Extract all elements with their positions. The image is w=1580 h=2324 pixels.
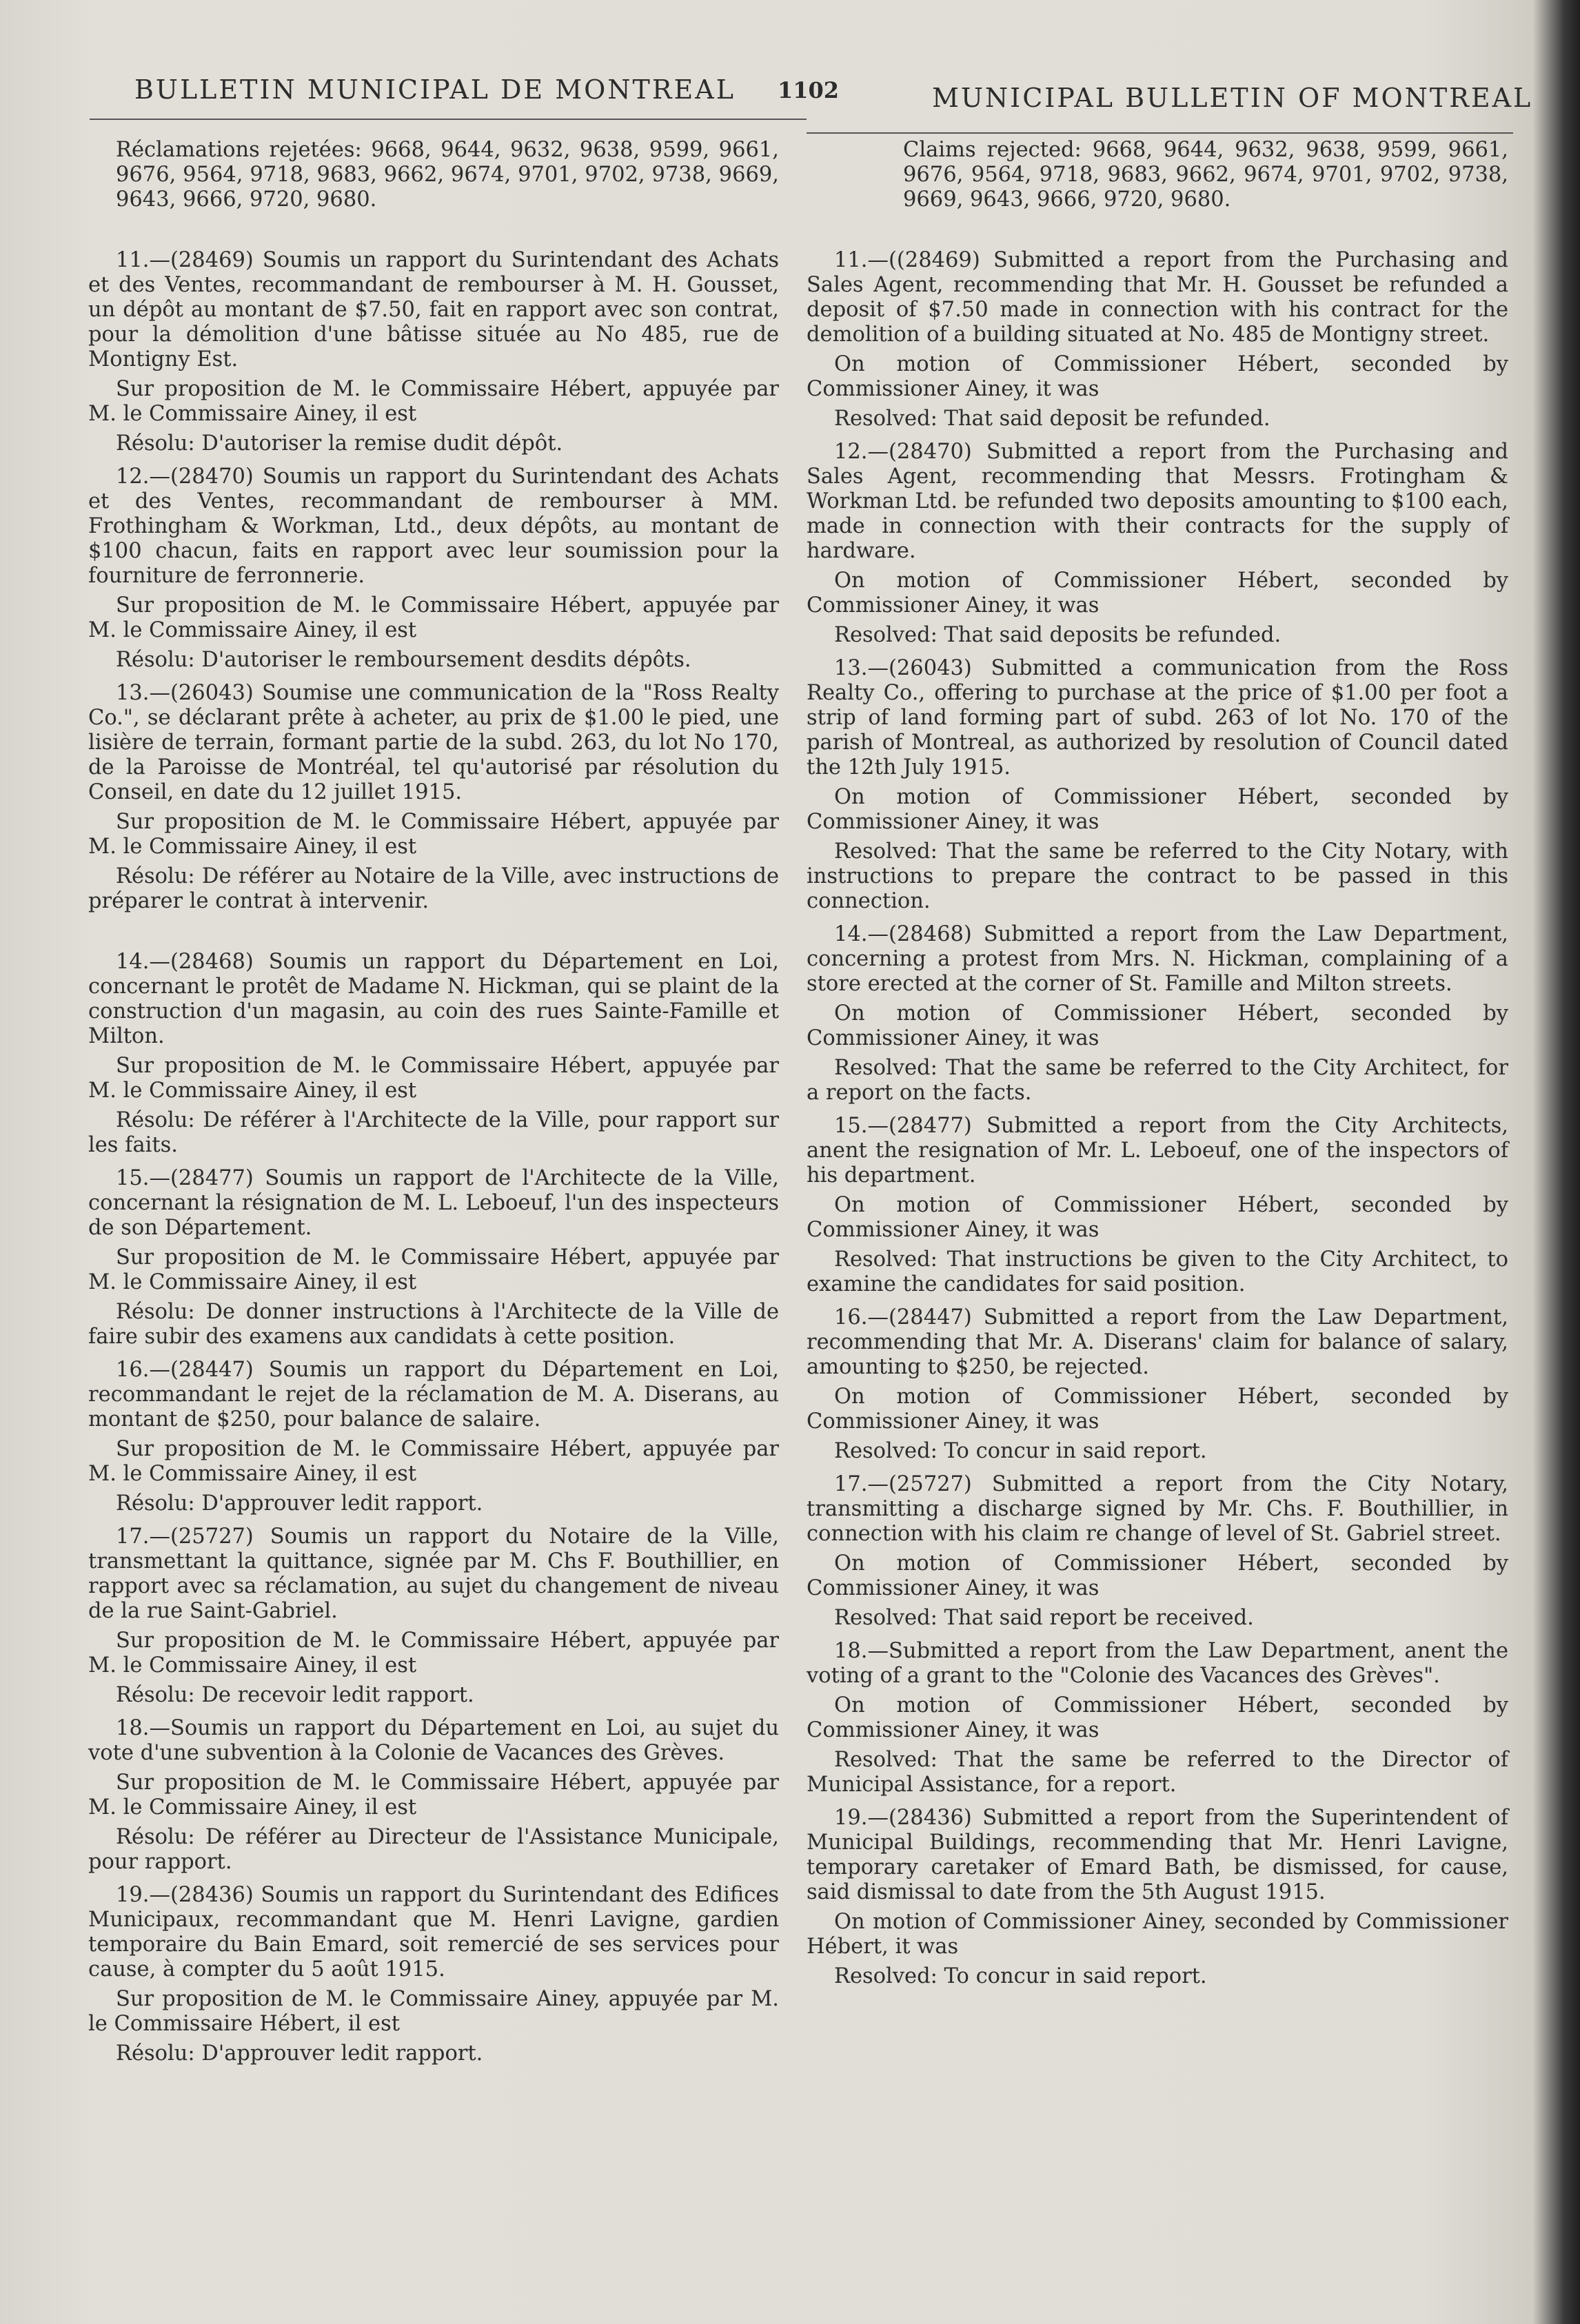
- minute-item-en: [807, 1639, 1508, 1797]
- minute-item-en: [807, 1305, 1508, 1464]
- resolution-text: Resolved: That said deposit be refunded.: [834, 407, 1270, 431]
- minute-item-fr: [88, 1358, 779, 1516]
- report-text: 15.—(28477) Soumis un rapport de l'Architecte de la Ville, concernant la résignation de M. L. Leboeuf, l'un des inspecteurs de son Département.: [88, 1166, 779, 1240]
- minute-item-en: [807, 440, 1508, 648]
- motion-text: Sur proposition de M. le Commissaire Hébert, appuyée par M. le Commissaire Ainey, il est: [88, 1245, 779, 1294]
- resolution-text: Résolu: D'autoriser le remboursement desdits dépôts.: [116, 648, 691, 672]
- motion-text: Sur proposition de M. le Commissaire Hébert, appuyée par M. le Commissaire Ainey, il est: [88, 377, 779, 426]
- resolution-text: Resolved: To concur in said report.: [834, 1439, 1207, 1463]
- report-text: 18.—Submitted a report from the Law Department, anent the voting of a grant to the "Colonie des Vacances des Grèves".: [807, 1639, 1508, 1688]
- header-title-french: BULLETIN MUNICIPAL DE MONTREAL: [134, 74, 736, 105]
- minute-item-fr: [88, 950, 779, 1158]
- motion-text: On motion of Commissioner Hébert, seconded by Commissioner Ainey, it was: [807, 1001, 1508, 1050]
- resolution-text: Résolu: D'approuver ledit rapport.: [116, 1491, 483, 1516]
- report-text: 11.—((28469) Submitted a report from the Purchasing and Sales Agent, recommending that Mr. H. Gousset be refunded a deposit of $7.50 made in connection with his contract for the demolition of a building situated at No. 485 de Montigny street.: [807, 248, 1508, 347]
- report-text: 16.—(28447) Submitted a report from the Law Department, recommending that Mr. A. Diserans' claim for balance of salary, amounting to $250, be rejected.: [807, 1305, 1508, 1379]
- minute-item-en: [807, 1806, 1508, 1989]
- report-text: 16.—(28447) Soumis un rapport du Département en Loi, recommandant le rejet de la réclamation de M. A. Diserans, au montant de $250, pour balance de salaire.: [88, 1358, 779, 1431]
- motion-text: On motion of Commissioner Hébert, seconded by Commissioner Ainey, it was: [807, 785, 1508, 834]
- claims-rejected-en: Claims rejected: 9668, 9644, 9632, 9638, 9599, 9661, 9676, 9564, 9718, 9683, 9662, 9674, 9701, 9702, 9738, 9669, 9643, 9666, 9720, 9680.: [903, 138, 1508, 212]
- report-text: 11.—(28469) Soumis un rapport du Surintendant des Achats et des Ventes, recommandant de rembourser à M. H. Gousset, un dépôt au montant de $7.50, fait en rapport avec son contrat, pour la démolition d'une bâtisse située au No 485, rue de Montigny Est.: [88, 248, 779, 371]
- motion-text: Sur proposition de M. le Commissaire Hébert, appuyée par M. le Commissaire Ainey, il est: [88, 810, 779, 859]
- report-text: 19.—(28436) Submitted a report from the Superintendent of Municipal Buildings, recommending that Mr. Henri Lavigne, temporary caretaker of Emard Bath, be dismissed, for cause, said dismissal to date from the 5th August 1915.: [807, 1806, 1508, 1904]
- resolution-text: Résolu: De référer au Directeur de l'Assistance Municipale, pour rapport.: [88, 1825, 779, 1874]
- resolution-text: Resolved: That the same be referred to the Director of Municipal Assistance, for a report.: [807, 1748, 1508, 1797]
- motion-text: On motion of Commissioner Hébert, seconded by Commissioner Ainey, it was: [807, 1551, 1508, 1600]
- resolution-text: Résolu: De référer au Notaire de la Ville, avec instructions de préparer le contrat à intervenir.: [88, 864, 779, 913]
- minute-item-fr: [88, 465, 779, 673]
- minute-item-fr: [88, 1883, 779, 2066]
- report-text: 15.—(28477) Submitted a report from the City Architects, anent the resignation of Mr. L. Leboeuf, one of the inspectors of his department.: [807, 1114, 1508, 1188]
- header-rule-right: [807, 132, 1513, 134]
- motion-text: On motion of Commissioner Hébert, seconded by Commissioner Ainey, it was: [807, 352, 1508, 401]
- resolution-text: Resolved: That the same be referred to the City Notary, with instructions to prepare the contract to be passed in this connection.: [807, 839, 1508, 913]
- motion-text: Sur proposition de M. le Commissaire Ainey, appuyée par M. le Commissaire Hébert, il est: [88, 1987, 779, 2036]
- motion-text: Sur proposition de M. le Commissaire Hébert, appuyée par M. le Commissaire Ainey, il est: [88, 1771, 779, 1820]
- minute-item-fr: [88, 1716, 779, 1875]
- motion-text: On motion of Commissioner Hébert, seconded by Commissioner Ainey, it was: [807, 569, 1508, 618]
- motion-text: Sur proposition de M. le Commissaire Hébert, appuyée par M. le Commissaire Ainey, il est: [88, 1054, 779, 1103]
- resolution-text: Resolved: That said deposits be refunded.: [834, 623, 1282, 647]
- resolution-text: Résolu: D'approuver ledit rapport.: [116, 2041, 483, 2066]
- motion-text: Sur proposition de M. le Commissaire Hébert, appuyée par M. le Commissaire Ainey, il est: [88, 593, 779, 642]
- report-text: 19.—(28436) Soumis un rapport du Surintendant des Edifices Municipaux, recommandant que M. Henri Lavigne, gardien temporaire du Bain Emard, soit remercié de ses services pour cause, à compter du 5 août 1915.: [88, 1883, 779, 1981]
- minute-item-fr: [88, 248, 779, 456]
- motion-text: On motion of Commissioner Hébert, seconded by Commissioner Ainey, it was: [807, 1693, 1508, 1742]
- minute-item-fr: [88, 1166, 779, 1349]
- header-rule-left: [90, 119, 807, 120]
- page-number: 1102: [778, 77, 840, 103]
- minute-item-en: [807, 922, 1508, 1105]
- french-column: [88, 138, 779, 2071]
- motion-text: On motion of Commissioner Hébert, seconded by Commissioner Ainey, it was: [807, 1385, 1508, 1434]
- resolution-text: Resolved: That the same be referred to the City Architect, for a report on the facts.: [807, 1056, 1508, 1105]
- resolution-text: Resolved: That instructions be given to the City Architect, to examine the candidates for said position.: [807, 1247, 1508, 1296]
- english-column: [807, 138, 1508, 1994]
- minute-item-fr: [88, 1525, 779, 1708]
- minute-item-en: [807, 656, 1508, 914]
- report-text: 12.—(28470) Submitted a report from the Purchasing and Sales Agent, recommending that Messrs. Frotingham & Workman Ltd. be refunded two deposits amounting to $100 each, made in connection with their contracts for the supply of hardware.: [807, 440, 1508, 563]
- page-header: [0, 69, 1580, 113]
- report-text: 13.—(26043) Soumise une communication de la "Ross Realty Co.", se déclarant prête à acheter, au prix de $1.00 le pied, une lisière de terrain, formant partie de la subd. 263, du lot No 170, de la Paroisse de Montréal, tel qu'autorisé par résolution du Conseil, en date du 12 juillet 1915.: [88, 681, 779, 804]
- report-text: 18.—Soumis un rapport du Département en Loi, au sujet du vote d'une subvention à la Colonie de Vacances des Grèves.: [88, 1716, 779, 1765]
- report-text: 14.—(28468) Soumis un rapport du Département en Loi, concernant le protêt de Madame N. Hickman, qui se plaint de la construction d'un magasin, au coin des rues Sainte-Famille et Milton.: [88, 950, 779, 1048]
- header-title-english: MUNICIPAL BULLETIN OF MONTREAL: [932, 83, 1533, 113]
- resolution-text: Résolu: De recevoir ledit rapport.: [116, 1683, 474, 1707]
- minute-item-en: [807, 248, 1508, 431]
- motion-text: On motion of Commissioner Hébert, seconded by Commissioner Ainey, it was: [807, 1193, 1508, 1242]
- report-text: 17.—(25727) Submitted a report from the City Notary, transmitting a discharge signed by Mr. Chs. F. Bouthillier, in connection with his claim re change of level of St. Gabriel street.: [807, 1472, 1508, 1546]
- resolution-text: Résolu: De donner instructions à l'Architecte de la Ville de faire subir des examens aux candidats à cette position.: [88, 1300, 779, 1349]
- resolution-text: Résolu: De référer à l'Architecte de la Ville, pour rapport sur les faits.: [88, 1108, 779, 1157]
- minute-item-fr: [88, 681, 779, 914]
- minute-item-en: [807, 1114, 1508, 1297]
- resolution-text: Résolu: D'autoriser la remise dudit dépôt.: [116, 431, 563, 456]
- resolution-text: Resolved: That said report be received.: [834, 1606, 1254, 1630]
- claims-rejected-fr: Réclamations rejetées: 9668, 9644, 9632, 9638, 9599, 9661, 9676, 9564, 9718, 9683, 9662, 9674, 9701, 9702, 9738, 9669, 9643, 9666, 9720, 9680.: [116, 138, 779, 212]
- resolution-text: Resolved: To concur in said report.: [834, 1964, 1207, 1988]
- motion-text: Sur proposition de M. le Commissaire Hébert, appuyée par M. le Commissaire Ainey, il est: [88, 1629, 779, 1678]
- minute-item-en: [807, 1472, 1508, 1631]
- motion-text: On motion of Commissioner Ainey, seconded by Commissioner Hébert, it was: [807, 1910, 1508, 1959]
- report-text: 13.—(26043) Submitted a communication from the Ross Realty Co., offering to purchase at the price of $1.00 per foot a strip of land forming part of subd. 263 of lot No. 170 of the parish of Montreal, as authorized by resolution of Council dated the 12th July 1915.: [807, 656, 1508, 779]
- report-text: 17.—(25727) Soumis un rapport du Notaire de la Ville, transmettant la quittance, signée par M. Chs F. Bouthillier, en rapport avec sa réclamation, au sujet du changement de niveau de la rue Saint-Gabriel.: [88, 1525, 779, 1623]
- report-text: 14.—(28468) Submitted a report from the Law Department, concerning a protest from Mrs. N. Hickman, complaining of a store erected at the corner of St. Famille and Milton streets.: [807, 922, 1508, 996]
- report-text: 12.—(28470) Soumis un rapport du Surintendant des Achats et des Ventes, recommandant de rembourser à MM. Frothingham & Workman, Ltd., deux dépôts, au montant de $100 chacun, faits en rapport avec leur soumission pour la fourniture de ferronnerie.: [88, 465, 779, 588]
- motion-text: Sur proposition de M. le Commissaire Hébert, appuyée par M. le Commissaire Ainey, il est: [88, 1437, 779, 1486]
